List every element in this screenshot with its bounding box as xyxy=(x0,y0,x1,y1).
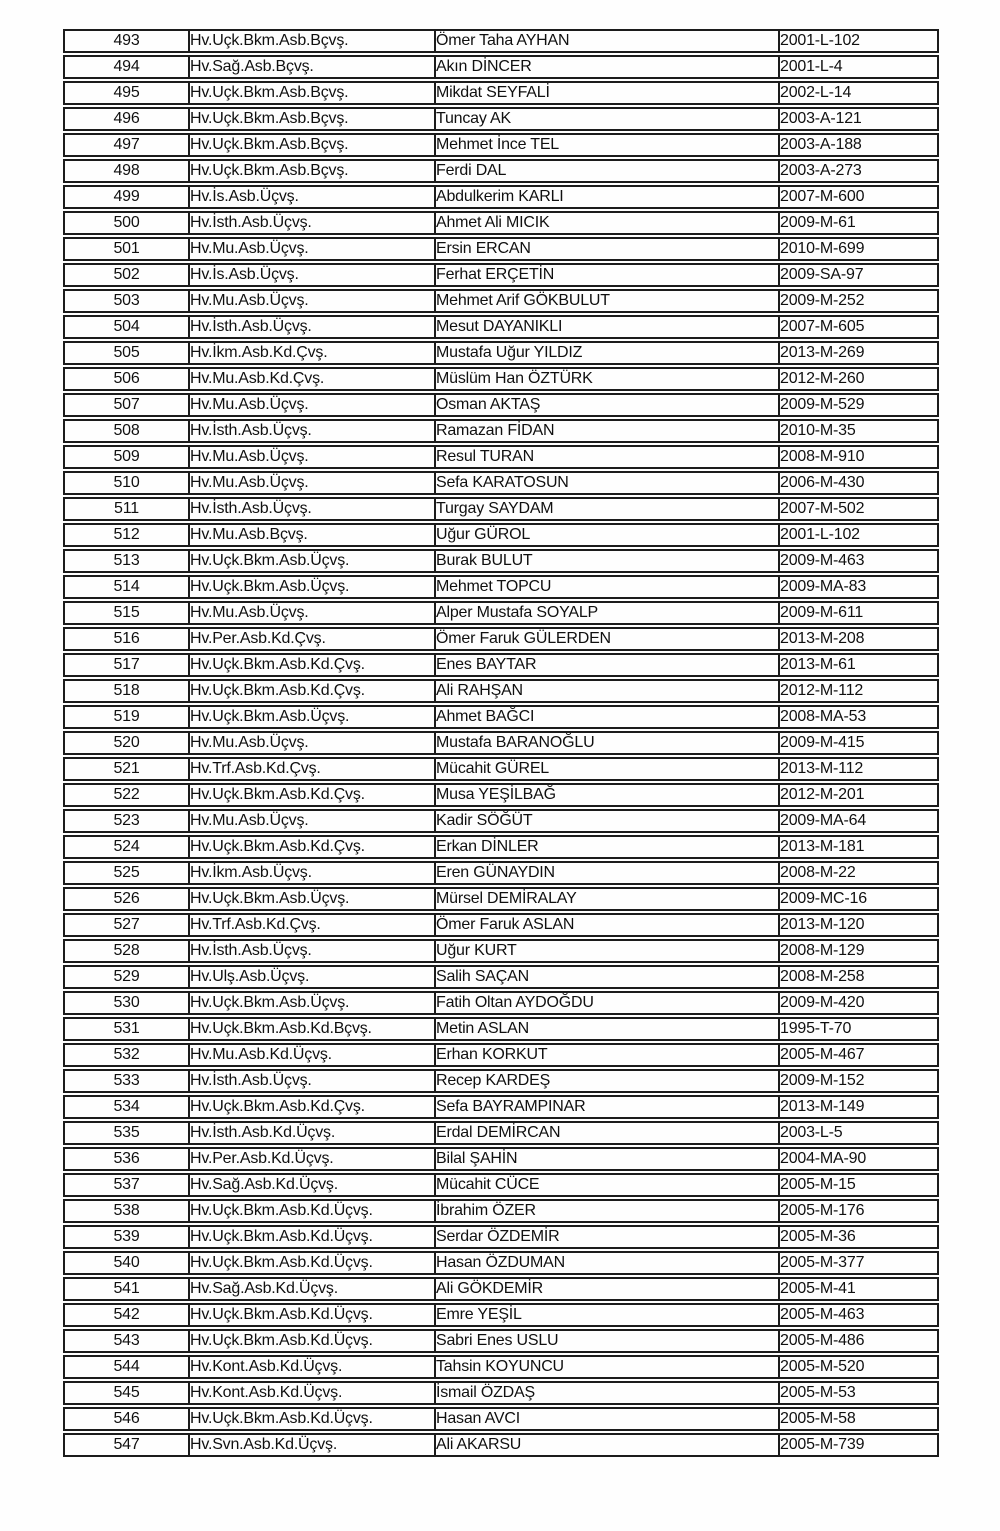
rank-cell: Hv.Uçk.Bkm.Asb.Bçvş. xyxy=(190,107,436,131)
name-cell: Burak BULUT xyxy=(436,549,780,573)
name-cell: Enes BAYTAR xyxy=(436,653,780,677)
rank-cell: Hv.Uçk.Bkm.Asb.Kd.Çvş. xyxy=(190,835,436,859)
rank-cell: Hv.Mu.Asb.Bçvş. xyxy=(190,523,436,547)
row-number-cell: 541 xyxy=(63,1277,190,1301)
table-row xyxy=(63,809,939,833)
name-cell: Ali AKARSU xyxy=(436,1433,780,1457)
row-number-cell: 503 xyxy=(63,289,190,313)
name-cell: İbrahim ÖZER xyxy=(436,1199,780,1223)
rank-cell: Hv.Uçk.Bkm.Asb.Üçvş. xyxy=(190,705,436,729)
rank-cell: Hv.İsth.Asb.Üçvş. xyxy=(190,497,436,521)
registry-cell: 2005-M-739 xyxy=(780,1433,939,1457)
row-number-cell: 510 xyxy=(63,471,190,495)
row-number-cell: 507 xyxy=(63,393,190,417)
row-number-cell: 508 xyxy=(63,419,190,443)
rank-cell: Hv.Uçk.Bkm.Asb.Üçvş. xyxy=(190,575,436,599)
registry-cell: 2003-A-121 xyxy=(780,107,939,131)
rank-cell: Hv.İs.Asb.Üçvş. xyxy=(190,185,436,209)
registry-cell: 2013-M-112 xyxy=(780,757,939,781)
row-number-cell: 528 xyxy=(63,939,190,963)
rank-cell: Hv.Trf.Asb.Kd.Çvş. xyxy=(190,913,436,937)
name-cell: Bilal ŞAHİN xyxy=(436,1147,780,1171)
rank-cell: Hv.İsth.Asb.Üçvş. xyxy=(190,211,436,235)
registry-cell: 2005-M-520 xyxy=(780,1355,939,1379)
registry-cell: 2009-MC-16 xyxy=(780,887,939,911)
row-number-cell: 505 xyxy=(63,341,190,365)
rank-cell: Hv.Uçk.Bkm.Asb.Bçvş. xyxy=(190,133,436,157)
table-row xyxy=(63,1329,939,1353)
name-cell: Osman AKTAŞ xyxy=(436,393,780,417)
name-cell: Salih SAÇAN xyxy=(436,965,780,989)
table-row xyxy=(63,1147,939,1171)
row-number-cell: 533 xyxy=(63,1069,190,1093)
name-cell: İsmail ÖZDAŞ xyxy=(436,1381,780,1405)
row-number-cell: 534 xyxy=(63,1095,190,1119)
table-row xyxy=(63,81,939,105)
registry-cell: 2009-M-61 xyxy=(780,211,939,235)
row-number-cell: 525 xyxy=(63,861,190,885)
rank-cell: Hv.Kont.Asb.Kd.Üçvş. xyxy=(190,1381,436,1405)
registry-cell: 2013-M-61 xyxy=(780,653,939,677)
row-number-cell: 526 xyxy=(63,887,190,911)
registry-cell: 2004-MA-90 xyxy=(780,1147,939,1171)
table-row xyxy=(63,757,939,781)
row-number-cell: 536 xyxy=(63,1147,190,1171)
name-cell: Ahmet BAĞCI xyxy=(436,705,780,729)
row-number-cell: 504 xyxy=(63,315,190,339)
rank-cell: Hv.Mu.Asb.Üçvş. xyxy=(190,289,436,313)
name-cell: Mürsel DEMİRALAY xyxy=(436,887,780,911)
registry-cell: 2005-M-58 xyxy=(780,1407,939,1431)
table-row xyxy=(63,263,939,287)
table-row xyxy=(63,341,939,365)
registry-cell: 2009-MA-83 xyxy=(780,575,939,599)
name-cell: Tuncay AK xyxy=(436,107,780,131)
name-cell: Akın DİNCER xyxy=(436,55,780,79)
table-row xyxy=(63,705,939,729)
table-row xyxy=(63,965,939,989)
table-row xyxy=(63,211,939,235)
row-number-cell: 497 xyxy=(63,133,190,157)
registry-cell: 2013-M-149 xyxy=(780,1095,939,1119)
registry-cell: 2013-M-269 xyxy=(780,341,939,365)
row-number-cell: 518 xyxy=(63,679,190,703)
registry-cell: 2001-L-102 xyxy=(780,29,939,53)
rank-cell: Hv.Svn.Asb.Kd.Üçvş. xyxy=(190,1433,436,1457)
name-cell: Erdal DEMİRCAN xyxy=(436,1121,780,1145)
registry-cell: 2008-M-22 xyxy=(780,861,939,885)
table-row xyxy=(63,1251,939,1275)
registry-cell: 2012-M-260 xyxy=(780,367,939,391)
table-row xyxy=(63,731,939,755)
table-row xyxy=(63,1069,939,1093)
row-number-cell: 496 xyxy=(63,107,190,131)
name-cell: Sabri Enes USLU xyxy=(436,1329,780,1353)
row-number-cell: 527 xyxy=(63,913,190,937)
name-cell: Kadir SÖĞÜT xyxy=(436,809,780,833)
rank-cell: Hv.İsth.Asb.Üçvş. xyxy=(190,939,436,963)
registry-cell: 2007-M-605 xyxy=(780,315,939,339)
table-row xyxy=(63,575,939,599)
table-row xyxy=(63,991,939,1015)
registry-cell: 2008-M-258 xyxy=(780,965,939,989)
name-cell: Fatih Oltan AYDOĞDU xyxy=(436,991,780,1015)
rank-cell: Hv.İsth.Asb.Üçvş. xyxy=(190,315,436,339)
row-number-cell: 540 xyxy=(63,1251,190,1275)
table-row xyxy=(63,1095,939,1119)
registry-cell: 2013-M-208 xyxy=(780,627,939,651)
row-number-cell: 523 xyxy=(63,809,190,833)
name-cell: Alper Mustafa SOYALP xyxy=(436,601,780,625)
registry-cell: 2008-M-910 xyxy=(780,445,939,469)
row-number-cell: 537 xyxy=(63,1173,190,1197)
table-row xyxy=(63,29,939,53)
rank-cell: Hv.Trf.Asb.Kd.Çvş. xyxy=(190,757,436,781)
table-row xyxy=(63,107,939,131)
table-row xyxy=(63,523,939,547)
row-number-cell: 532 xyxy=(63,1043,190,1067)
table-row xyxy=(63,1017,939,1041)
rank-cell: Hv.Sağ.Asb.Kd.Üçvş. xyxy=(190,1277,436,1301)
registry-cell: 2009-M-152 xyxy=(780,1069,939,1093)
row-number-cell: 539 xyxy=(63,1225,190,1249)
table-row xyxy=(63,393,939,417)
registry-cell: 2003-A-273 xyxy=(780,159,939,183)
name-cell: Müslüm Han ÖZTÜRK xyxy=(436,367,780,391)
name-cell: Ali GÖKDEMİR xyxy=(436,1277,780,1301)
registry-cell: 2005-M-463 xyxy=(780,1303,939,1327)
row-number-cell: 515 xyxy=(63,601,190,625)
row-number-cell: 494 xyxy=(63,55,190,79)
name-cell: Resul TURAN xyxy=(436,445,780,469)
table-row xyxy=(63,237,939,261)
name-cell: Ersin ERCAN xyxy=(436,237,780,261)
name-cell: Uğur GÜROL xyxy=(436,523,780,547)
rank-cell: Hv.İsth.Asb.Üçvş. xyxy=(190,419,436,443)
row-number-cell: 546 xyxy=(63,1407,190,1431)
rank-cell: Hv.Per.Asb.Kd.Üçvş. xyxy=(190,1147,436,1171)
table-row xyxy=(63,549,939,573)
table-row xyxy=(63,1433,939,1457)
table-row xyxy=(63,185,939,209)
rank-cell: Hv.Uçk.Bkm.Asb.Kd.Çvş. xyxy=(190,1095,436,1119)
name-cell: Ramazan FİDAN xyxy=(436,419,780,443)
personnel-roster-table xyxy=(63,27,939,1459)
table-row xyxy=(63,445,939,469)
name-cell: Mücahit CÜCE xyxy=(436,1173,780,1197)
registry-cell: 2012-M-112 xyxy=(780,679,939,703)
registry-cell: 2005-M-53 xyxy=(780,1381,939,1405)
row-number-cell: 512 xyxy=(63,523,190,547)
rank-cell: Hv.Uçk.Bkm.Asb.Kd.Üçvş. xyxy=(190,1329,436,1353)
registry-cell: 2005-M-15 xyxy=(780,1173,939,1197)
registry-cell: 2005-M-41 xyxy=(780,1277,939,1301)
registry-cell: 2003-L-5 xyxy=(780,1121,939,1145)
table-row xyxy=(63,419,939,443)
registry-cell: 2010-M-35 xyxy=(780,419,939,443)
row-number-cell: 542 xyxy=(63,1303,190,1327)
row-number-cell: 529 xyxy=(63,965,190,989)
name-cell: Tahsin KOYUNCU xyxy=(436,1355,780,1379)
registry-cell: 2007-M-502 xyxy=(780,497,939,521)
name-cell: Ömer Faruk ASLAN xyxy=(436,913,780,937)
name-cell: Mesut DAYANIKLI xyxy=(436,315,780,339)
rank-cell: Hv.Mu.Asb.Üçvş. xyxy=(190,393,436,417)
table-row xyxy=(63,679,939,703)
row-number-cell: 530 xyxy=(63,991,190,1015)
name-cell: Mikdat SEYFALİ xyxy=(436,81,780,105)
row-number-cell: 545 xyxy=(63,1381,190,1405)
rank-cell: Hv.İkm.Asb.Üçvş. xyxy=(190,861,436,885)
table-row xyxy=(63,133,939,157)
row-number-cell: 509 xyxy=(63,445,190,469)
name-cell: Ahmet Ali MICIK xyxy=(436,211,780,235)
table-row xyxy=(63,835,939,859)
table-row xyxy=(63,471,939,495)
rank-cell: Hv.İsth.Asb.Üçvş. xyxy=(190,1069,436,1093)
name-cell: Mehmet TOPCU xyxy=(436,575,780,599)
registry-cell: 2009-M-252 xyxy=(780,289,939,313)
rank-cell: Hv.Uçk.Bkm.Asb.Bçvş. xyxy=(190,159,436,183)
registry-cell: 2009-M-420 xyxy=(780,991,939,1015)
table-row xyxy=(63,1225,939,1249)
registry-cell: 1995-T-70 xyxy=(780,1017,939,1041)
name-cell: Ferdi DAL xyxy=(436,159,780,183)
rank-cell: Hv.Uçk.Bkm.Asb.Kd.Çvş. xyxy=(190,653,436,677)
table-row xyxy=(63,1381,939,1405)
name-cell: Ali RAHŞAN xyxy=(436,679,780,703)
row-number-cell: 538 xyxy=(63,1199,190,1223)
registry-cell: 2005-M-467 xyxy=(780,1043,939,1067)
row-number-cell: 513 xyxy=(63,549,190,573)
rank-cell: Hv.Kont.Asb.Kd.Üçvş. xyxy=(190,1355,436,1379)
registry-cell: 2006-M-430 xyxy=(780,471,939,495)
row-number-cell: 520 xyxy=(63,731,190,755)
table-row xyxy=(63,1121,939,1145)
registry-cell: 2008-MA-53 xyxy=(780,705,939,729)
name-cell: Hasan AVCI xyxy=(436,1407,780,1431)
rank-cell: Hv.Sağ.Asb.Kd.Üçvş. xyxy=(190,1173,436,1197)
name-cell: Ömer Faruk GÜLERDEN xyxy=(436,627,780,651)
table-row xyxy=(63,1173,939,1197)
row-number-cell: 499 xyxy=(63,185,190,209)
rank-cell: Hv.Uçk.Bkm.Asb.Üçvş. xyxy=(190,991,436,1015)
table-row xyxy=(63,627,939,651)
registry-cell: 2013-M-181 xyxy=(780,835,939,859)
rank-cell: Hv.Uçk.Bkm.Asb.Bçvş. xyxy=(190,81,436,105)
row-number-cell: 500 xyxy=(63,211,190,235)
registry-cell: 2005-M-486 xyxy=(780,1329,939,1353)
table-row xyxy=(63,939,939,963)
name-cell: Erhan KORKUT xyxy=(436,1043,780,1067)
rank-cell: Hv.Uçk.Bkm.Asb.Kd.Üçvş. xyxy=(190,1303,436,1327)
row-number-cell: 495 xyxy=(63,81,190,105)
name-cell: Sefa KARATOSUN xyxy=(436,471,780,495)
rank-cell: Hv.Mu.Asb.Kd.Çvş. xyxy=(190,367,436,391)
table-row xyxy=(63,1303,939,1327)
rank-cell: Hv.Per.Asb.Kd.Çvş. xyxy=(190,627,436,651)
rank-cell: Hv.Mu.Asb.Üçvş. xyxy=(190,731,436,755)
name-cell: Hasan ÖZDUMAN xyxy=(436,1251,780,1275)
registry-cell: 2009-M-463 xyxy=(780,549,939,573)
name-cell: Mustafa BARANOĞLU xyxy=(436,731,780,755)
name-cell: Ferhat ERÇETİN xyxy=(436,263,780,287)
rank-cell: Hv.Mu.Asb.Üçvş. xyxy=(190,601,436,625)
registry-cell: 2009-MA-64 xyxy=(780,809,939,833)
personnel-roster-body xyxy=(63,29,939,1457)
table-row xyxy=(63,55,939,79)
rank-cell: Hv.Uçk.Bkm.Asb.Kd.Üçvş. xyxy=(190,1225,436,1249)
table-row xyxy=(63,1407,939,1431)
name-cell: Emre YEŞİL xyxy=(436,1303,780,1327)
row-number-cell: 547 xyxy=(63,1433,190,1457)
registry-cell: 2010-M-699 xyxy=(780,237,939,261)
registry-cell: 2005-M-176 xyxy=(780,1199,939,1223)
rank-cell: Hv.Uçk.Bkm.Asb.Kd.Çvş. xyxy=(190,679,436,703)
rank-cell: Hv.Mu.Asb.Üçvş. xyxy=(190,445,436,469)
row-number-cell: 516 xyxy=(63,627,190,651)
row-number-cell: 544 xyxy=(63,1355,190,1379)
row-number-cell: 493 xyxy=(63,29,190,53)
table-row xyxy=(63,1199,939,1223)
row-number-cell: 519 xyxy=(63,705,190,729)
table-row xyxy=(63,159,939,183)
name-cell: Eren GÜNAYDIN xyxy=(436,861,780,885)
name-cell: Erkan DİNLER xyxy=(436,835,780,859)
table-row xyxy=(63,601,939,625)
name-cell: Turgay SAYDAM xyxy=(436,497,780,521)
table-row xyxy=(63,497,939,521)
rank-cell: Hv.Mu.Asb.Kd.Üçvş. xyxy=(190,1043,436,1067)
table-row xyxy=(63,783,939,807)
table-row xyxy=(63,289,939,313)
rank-cell: Hv.Uçk.Bkm.Asb.Kd.Bçvş. xyxy=(190,1017,436,1041)
registry-cell: 2008-M-129 xyxy=(780,939,939,963)
table-row xyxy=(63,1277,939,1301)
row-number-cell: 498 xyxy=(63,159,190,183)
rank-cell: Hv.Mu.Asb.Üçvş. xyxy=(190,237,436,261)
rank-cell: Hv.İkm.Asb.Kd.Çvş. xyxy=(190,341,436,365)
table-row xyxy=(63,861,939,885)
name-cell: Metin ASLAN xyxy=(436,1017,780,1041)
table-row xyxy=(63,315,939,339)
row-number-cell: 531 xyxy=(63,1017,190,1041)
rank-cell: Hv.Sağ.Asb.Bçvş. xyxy=(190,55,436,79)
rank-cell: Hv.Uçk.Bkm.Asb.Üçvş. xyxy=(190,549,436,573)
registry-cell: 2012-M-201 xyxy=(780,783,939,807)
table-row xyxy=(63,653,939,677)
rank-cell: Hv.Uçk.Bkm.Asb.Kd.Üçvş. xyxy=(190,1199,436,1223)
name-cell: Musa YEŞİLBAĞ xyxy=(436,783,780,807)
row-number-cell: 535 xyxy=(63,1121,190,1145)
registry-cell: 2007-M-600 xyxy=(780,185,939,209)
registry-cell: 2009-SA-97 xyxy=(780,263,939,287)
row-number-cell: 524 xyxy=(63,835,190,859)
name-cell: Mehmet Arif GÖKBULUT xyxy=(436,289,780,313)
registry-cell: 2013-M-120 xyxy=(780,913,939,937)
row-number-cell: 501 xyxy=(63,237,190,261)
name-cell: Recep KARDEŞ xyxy=(436,1069,780,1093)
table-row xyxy=(63,1355,939,1379)
rank-cell: Hv.Uçk.Bkm.Asb.Kd.Çvş. xyxy=(190,783,436,807)
name-cell: Mehmet İnce TEL xyxy=(436,133,780,157)
row-number-cell: 502 xyxy=(63,263,190,287)
rank-cell: Hv.Uçk.Bkm.Asb.Kd.Üçvş. xyxy=(190,1251,436,1275)
name-cell: Ömer Taha AYHAN xyxy=(436,29,780,53)
table-row xyxy=(63,913,939,937)
name-cell: Uğur KURT xyxy=(436,939,780,963)
registry-cell: 2001-L-4 xyxy=(780,55,939,79)
rank-cell: Hv.İs.Asb.Üçvş. xyxy=(190,263,436,287)
table-row xyxy=(63,367,939,391)
rank-cell: Hv.Mu.Asb.Üçvş. xyxy=(190,471,436,495)
name-cell: Sefa BAYRAMPINAR xyxy=(436,1095,780,1119)
registry-cell: 2001-L-102 xyxy=(780,523,939,547)
rank-cell: Hv.İsth.Asb.Kd.Üçvş. xyxy=(190,1121,436,1145)
name-cell: Abdulkerim KARLI xyxy=(436,185,780,209)
row-number-cell: 543 xyxy=(63,1329,190,1353)
registry-cell: 2009-M-529 xyxy=(780,393,939,417)
registry-cell: 2005-M-377 xyxy=(780,1251,939,1275)
table-row xyxy=(63,1043,939,1067)
row-number-cell: 511 xyxy=(63,497,190,521)
name-cell: Mücahit GÜREL xyxy=(436,757,780,781)
rank-cell: Hv.Uçk.Bkm.Asb.Bçvş. xyxy=(190,29,436,53)
table-row xyxy=(63,887,939,911)
registry-cell: 2002-L-14 xyxy=(780,81,939,105)
name-cell: Serdar ÖZDEMİR xyxy=(436,1225,780,1249)
row-number-cell: 521 xyxy=(63,757,190,781)
rank-cell: Hv.Uçk.Bkm.Asb.Üçvş. xyxy=(190,887,436,911)
row-number-cell: 514 xyxy=(63,575,190,599)
name-cell: Mustafa Uğur YILDIZ xyxy=(436,341,780,365)
row-number-cell: 506 xyxy=(63,367,190,391)
registry-cell: 2009-M-415 xyxy=(780,731,939,755)
rank-cell: Hv.Uçk.Bkm.Asb.Kd.Üçvş. xyxy=(190,1407,436,1431)
rank-cell: Hv.Ulş.Asb.Üçvş. xyxy=(190,965,436,989)
registry-cell: 2005-M-36 xyxy=(780,1225,939,1249)
registry-cell: 2003-A-188 xyxy=(780,133,939,157)
row-number-cell: 517 xyxy=(63,653,190,677)
registry-cell: 2009-M-611 xyxy=(780,601,939,625)
rank-cell: Hv.Mu.Asb.Üçvş. xyxy=(190,809,436,833)
row-number-cell: 522 xyxy=(63,783,190,807)
